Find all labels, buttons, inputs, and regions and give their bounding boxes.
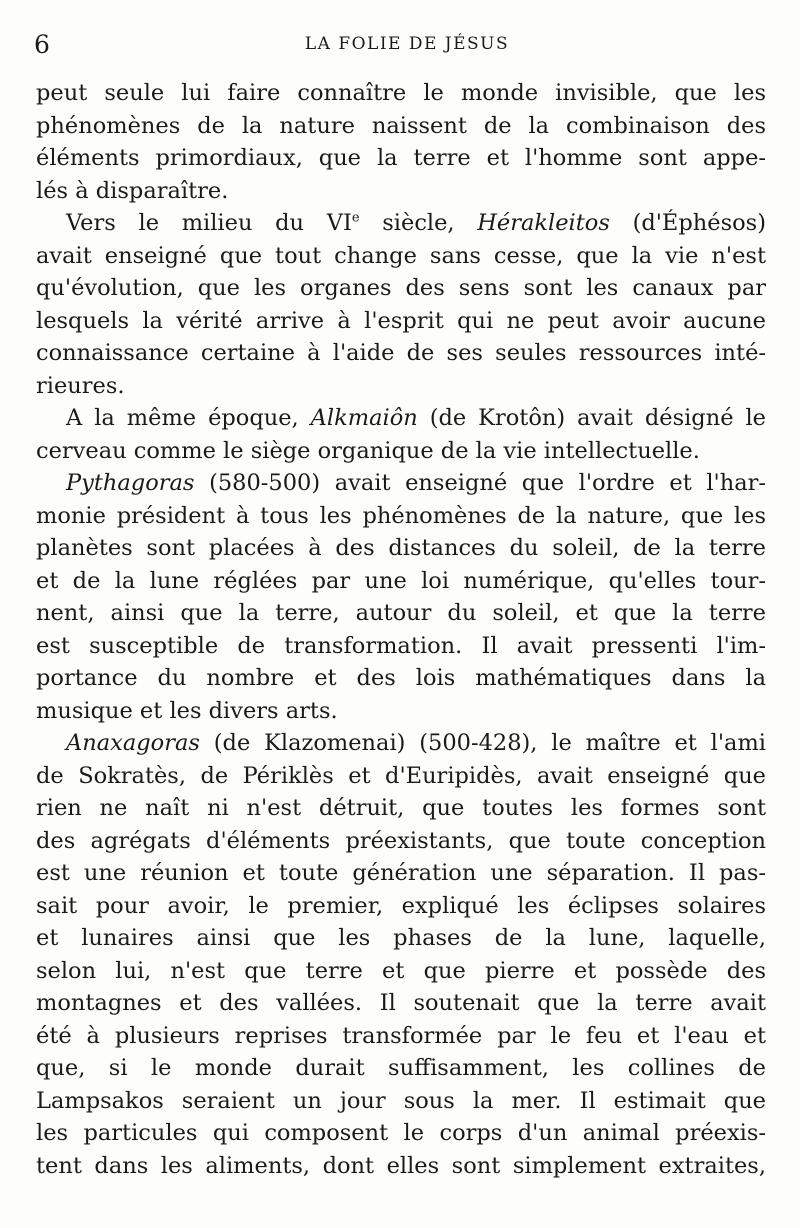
- text-line: été à plusieurs reprises transformée par le feu et l'eau et: [36, 1022, 766, 1049]
- text-line: cerveau comme le siège organique de la vie intellectuelle.: [36, 437, 700, 464]
- text-line: montagnes et des vallées. Il soutenait que la terre avait: [36, 990, 766, 1016]
- text-line: des agrégats d'éléments préexistants, que toute conception: [36, 827, 766, 854]
- text-line: Vers le milieu du VIe siècle, Hérakleitos (d'Éphésos): [66, 210, 766, 236]
- text-line: et lunaires ainsi que les phases de la lune, laquelle,: [36, 925, 766, 951]
- person-name: Hérakleitos: [477, 210, 610, 236]
- person-name: Alkmaiôn: [310, 405, 418, 431]
- text-line: est une réunion et toute génération une séparation. Il pas-: [36, 860, 766, 886]
- text-line: sait pour avoir, le premier, expliqué les éclipses solaires: [36, 892, 766, 919]
- text-line: et de la lune réglées par une loi numérique, qu'elles tour-: [36, 567, 766, 594]
- text-line: éléments primordiaux, que la terre et l'homme sont appe-: [36, 145, 766, 171]
- paragraph-4: [36, 467, 766, 727]
- paragraph-5: [36, 727, 766, 1182]
- person-name: Pythagoras: [66, 470, 195, 496]
- text-line: Anaxagoras (de Klazomenai) (500-428), le maître et l'ami: [66, 730, 766, 756]
- text-line: monie président à tous les phénomènes de la nature, que les: [36, 502, 766, 529]
- text-line: phénomènes de la nature naissent de la combinaison des: [36, 112, 766, 139]
- person-name: Anaxagoras: [66, 730, 200, 756]
- text-line: A la même époque, Alkmaiôn (de Krotôn) avait désigné le: [66, 405, 766, 431]
- text-line: rien ne naît ni n'est détruit, que toutes les formes sont: [36, 795, 766, 821]
- text-line: est susceptible de transformation. Il avait pressenti l'im-: [36, 632, 766, 659]
- text-line: rieures.: [36, 372, 125, 399]
- paragraph-2: [36, 207, 766, 402]
- text-line: lés à disparaître.: [36, 177, 229, 204]
- text-line: nent, ainsi que la terre, autour du soleil, et que la terre: [36, 600, 766, 626]
- text-line: musique et les divers arts.: [36, 697, 338, 724]
- text-line: connaissance certaine à l'aide de ses seules ressources inté-: [36, 340, 766, 366]
- text-line: planètes sont placées à des distances du soleil, de la terre: [36, 535, 766, 561]
- paragraph-3: [36, 402, 766, 467]
- running-head: [34, 30, 760, 60]
- paragraph-1: [36, 77, 766, 207]
- body-text: [36, 77, 766, 1182]
- text-line: portance du nombre et des lois mathématiques dans la: [36, 665, 766, 691]
- text-line: peut seule lui faire connaître le monde invisible, que les: [36, 80, 766, 106]
- text-line: Lampsakos seraient un jour sous la mer. Il estimait que: [36, 1087, 766, 1114]
- text-line: tent dans les aliments, dont elles sont simplement extraites,: [36, 1152, 766, 1179]
- page-number: 6: [34, 30, 50, 59]
- text-line: de Sokratès, de Périklès et d'Euripidès, avait enseigné que: [36, 762, 766, 789]
- text-line: selon lui, n'est que terre et que pierre et possède des: [36, 957, 766, 984]
- text-line: Pythagoras (580-500) avait enseigné que l'ordre et l'har-: [66, 470, 766, 496]
- text-line: les particules qui composent le corps d'un animal préexis-: [36, 1120, 766, 1146]
- text-line: lesquels la vérité arrive à l'esprit qui ne peut avoir aucune: [36, 307, 766, 334]
- text-line: avait enseigné que tout change sans cesse, que la vie n'est: [36, 242, 766, 269]
- text-line: que, si le monde durait suffisamment, les collines de: [36, 1055, 766, 1081]
- running-title: LA FOLIE DE JÉSUS: [304, 34, 510, 54]
- text-line: qu'évolution, que les organes des sens sont les canaux par: [36, 275, 766, 301]
